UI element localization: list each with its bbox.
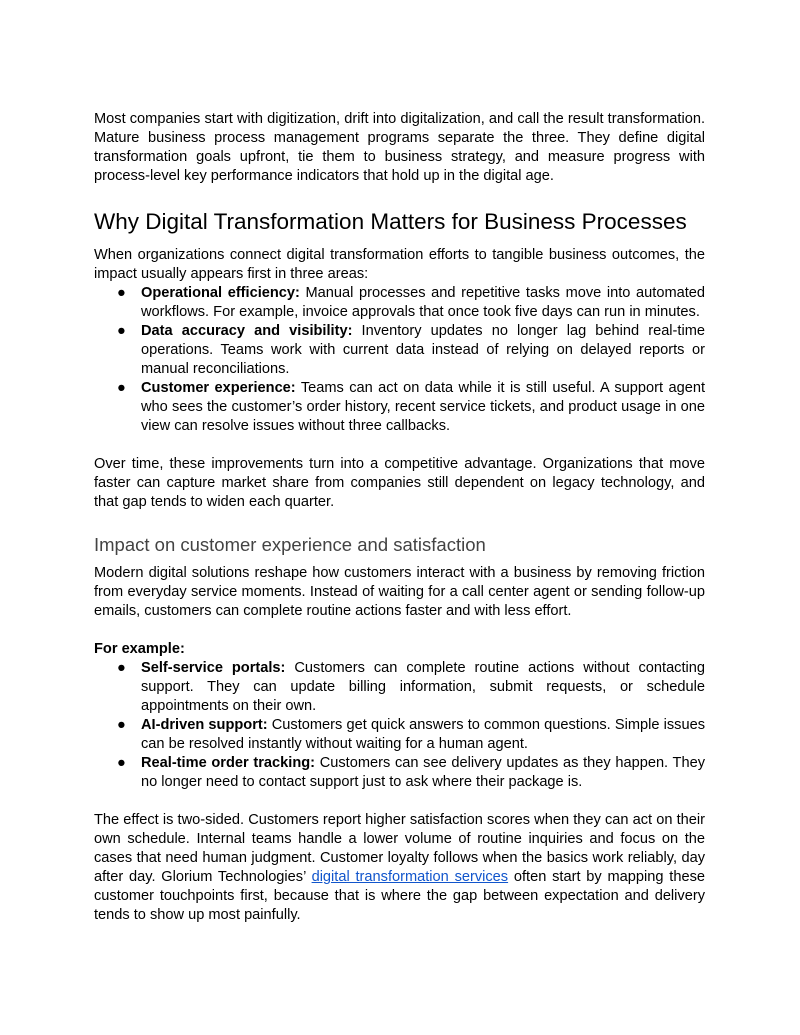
- list-item-term: Customer experience:: [141, 380, 296, 396]
- subsection-heading-customer-experience: Impact on customer experience and satisfaction: [94, 534, 486, 555]
- list-item: [117, 284, 705, 322]
- bullet-icon: ●: [117, 755, 126, 771]
- list-item: [117, 659, 706, 716]
- list-item-text: Customers can complete routine actions without contacting support. They can update billing information, submit requests, or schedule appointments on their own.: [141, 660, 706, 714]
- document-page: [94, 110, 705, 925]
- bullet-icon: ●: [117, 380, 126, 396]
- list-item-text: Inventory updates no longer lag behind real-time operations. Teams work with current data instead of relying on delayed reports or manual reconciliations.: [141, 323, 705, 377]
- list-item-term: Real-time order tracking:: [141, 755, 316, 771]
- intro-paragraph: Most companies start with digitization, drift into digitalization, and call the result transformation. Mature business process management programs separate the three. They define digital transformation goals upfront, tie them to business strategy, and measure progress with process-level key performance indicators that hold up in the digital age.: [94, 111, 705, 184]
- section1-lead-paragraph: When organizations connect digital transformation efforts to tangible business outcomes, the impact usually appears first in three areas:: [94, 247, 705, 282]
- paragraph-spacer: [94, 621, 705, 640]
- list-item-text: Customers can see delivery updates as they happen. They no longer need to contact support just to ask where their package is.: [141, 755, 705, 790]
- list-item-term: Data accuracy and visibility:: [141, 323, 353, 339]
- bullet-icon: ●: [117, 717, 126, 733]
- list-item: [117, 716, 705, 754]
- for-example-label: For example:: [94, 641, 185, 657]
- list-item-term: AI-driven support:: [141, 717, 268, 733]
- paragraph-spacer: [94, 436, 705, 455]
- section-heading-why-digital-transformation: Why Digital Transformation Matters for Business Processes: [94, 209, 687, 234]
- paragraph-spacer: [94, 792, 705, 811]
- section2-lead-paragraph: Modern digital solutions reshape how customers interact with a business by removing friction from everyday service moments. Instead of waiting for a call center agent or sending follow-up emails, customers can complete routine actions faster and with less effort.: [94, 565, 705, 619]
- list-item: [117, 754, 705, 792]
- list-item-text: Manual processes and repetitive tasks move into automated workflows. For example, invoice approvals that once took five days can run in minutes.: [141, 285, 705, 320]
- list-item-term: Self-service portals:: [141, 660, 286, 676]
- section2-closing-paragraph: [94, 811, 705, 925]
- section2-bullet-list: [94, 659, 705, 792]
- section1-bullet-list: [94, 284, 705, 436]
- digital-transformation-services-link[interactable]: digital transformation services: [311, 869, 509, 885]
- bullet-icon: ●: [117, 285, 126, 301]
- list-item: [117, 379, 705, 436]
- list-item-text: Customers get quick answers to common questions. Simple issues can be resolved instantly without waiting for a human agent.: [141, 717, 705, 752]
- list-item: [117, 322, 705, 379]
- list-item-text: Teams can act on data while it is still useful. A support agent who sees the customer’s order history, recent service tickets, and product usage in one view can resolve issues without three callbacks.: [141, 380, 705, 434]
- bullet-icon: ●: [117, 660, 126, 676]
- section1-closing-paragraph: Over time, these improvements turn into a competitive advantage. Organizations that move faster can capture market share from companies still dependent on legacy technology, and that gap tends to widen each quarter.: [94, 456, 705, 510]
- list-item-term: Operational efficiency:: [141, 285, 300, 301]
- bullet-icon: ●: [117, 323, 126, 339]
- closing-text-before-link: The effect is two-sided. Customers report higher satisfaction scores when they can act on their own schedule. Internal teams handle a lower volume of routine inquiries and focus on the cases that need human judgment. Customer loyalty follows when the basics work reliably, day after day. Glorium Technologies’: [94, 812, 705, 885]
- closing-text-after-link: often start by mapping these customer touchpoints first, because that is where the gap between expectation and delivery tends to show up most painfully.: [94, 869, 705, 923]
